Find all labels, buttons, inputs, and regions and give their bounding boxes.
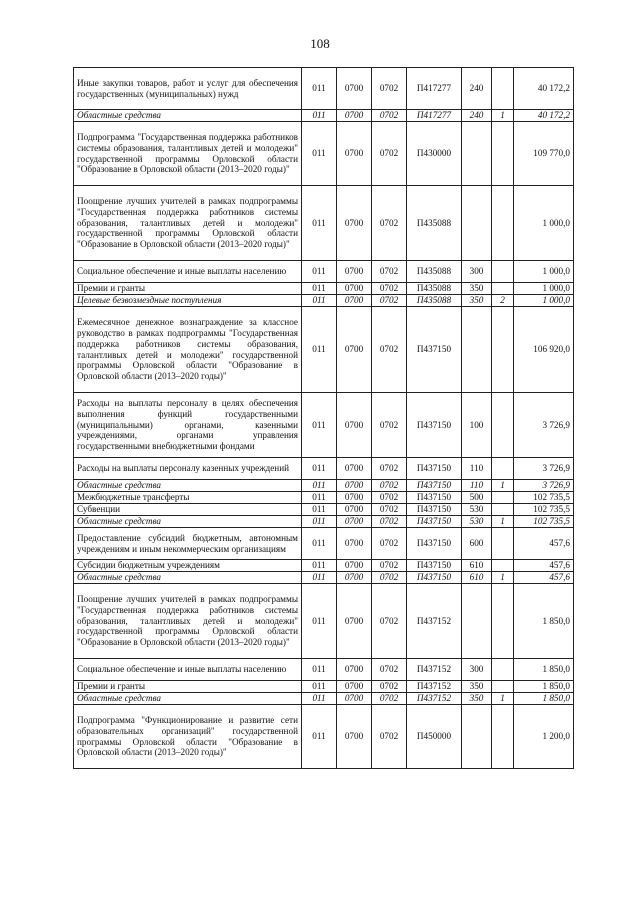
row-amount: 1 850,0: [514, 693, 574, 705]
row-section-code: 0700: [337, 110, 372, 122]
row-section-code: 0700: [337, 693, 372, 705]
table-row: [74, 186, 574, 261]
row-section-code: 0700: [337, 393, 372, 458]
row-funding-source: [492, 659, 514, 681]
row-section-code: 0700: [337, 492, 372, 504]
table-row: [74, 681, 574, 693]
row-name: Межбюджетные трансферты: [74, 492, 302, 504]
row-name: Ежемесячное денежное вознаграждение за классное руководство в рамках подпрограммы "Государственная поддержка работников системы образования, талантливых детей и молодежи" государственной программы Орловской области "Образование в Орловской области (2013–2020 годы)": [74, 307, 302, 393]
row-expense-type: 110: [462, 458, 492, 480]
row-funding-source: [492, 492, 514, 504]
row-amount: 102 735,5: [514, 504, 574, 516]
row-subsection-code: 0702: [372, 560, 407, 572]
row-target-article: П437150: [407, 560, 462, 572]
row-amount: 1 000,0: [514, 283, 574, 295]
row-grbs-code: 011: [302, 572, 337, 584]
row-target-article: П417277: [407, 110, 462, 122]
row-amount: 1 000,0: [514, 186, 574, 261]
table-row: [74, 480, 574, 492]
row-funding-source: [492, 261, 514, 283]
row-funding-source: [492, 186, 514, 261]
row-target-article: П435088: [407, 186, 462, 261]
row-amount: 1 000,0: [514, 261, 574, 283]
row-funding-source: 1: [492, 572, 514, 584]
row-amount: 106 920,0: [514, 307, 574, 393]
row-grbs-code: 011: [302, 693, 337, 705]
row-target-article: П437152: [407, 584, 462, 659]
row-section-code: 0700: [337, 480, 372, 492]
table-row: [74, 659, 574, 681]
row-funding-source: 2: [492, 295, 514, 307]
row-subsection-code: 0702: [372, 492, 407, 504]
row-expense-type: 530: [462, 504, 492, 516]
table-row: [74, 283, 574, 295]
row-expense-type: 300: [462, 659, 492, 681]
row-amount: 457,6: [514, 528, 574, 560]
row-grbs-code: 011: [302, 584, 337, 659]
row-section-code: 0700: [337, 261, 372, 283]
row-grbs-code: 011: [302, 458, 337, 480]
row-section-code: 0700: [337, 186, 372, 261]
row-subsection-code: 0702: [372, 705, 407, 769]
row-funding-source: [492, 504, 514, 516]
row-amount: 3 726,9: [514, 393, 574, 458]
row-expense-type: [462, 584, 492, 659]
row-section-code: 0700: [337, 528, 372, 560]
row-section-code: 0700: [337, 681, 372, 693]
row-expense-type: 240: [462, 110, 492, 122]
row-name: Поощрение лучших учителей в рамках подпрограммы "Государственная поддержка работников системы образования, талантливых детей и молодежи" государственной программы Орловской области "Образование в Орловской области (2013–2020 годы)": [74, 584, 302, 659]
row-amount: 1 850,0: [514, 584, 574, 659]
row-amount: 102 735,5: [514, 516, 574, 528]
row-subsection-code: 0702: [372, 122, 407, 186]
budget-table: [73, 67, 574, 769]
row-subsection-code: 0702: [372, 516, 407, 528]
row-funding-source: [492, 393, 514, 458]
row-funding-source: [492, 681, 514, 693]
row-expense-type: [462, 122, 492, 186]
row-name: Субсидии бюджетным учреждениям: [74, 560, 302, 572]
row-subsection-code: 0702: [372, 186, 407, 261]
row-name: Областные средства: [74, 693, 302, 705]
row-target-article: П437152: [407, 681, 462, 693]
row-name: Поощрение лучших учителей в рамках подпрограммы "Государственная поддержка работников системы образования, талантливых детей и молодежи" государственной программы Орловской области "Образование в Орловской области (2013–2020 годы)": [74, 186, 302, 261]
table-row: [74, 584, 574, 659]
row-target-article: П437150: [407, 528, 462, 560]
row-expense-type: 240: [462, 68, 492, 110]
row-target-article: П437150: [407, 393, 462, 458]
row-amount: 40 172,2: [514, 110, 574, 122]
row-expense-type: 530: [462, 516, 492, 528]
row-expense-type: [462, 705, 492, 769]
row-expense-type: 100: [462, 393, 492, 458]
row-grbs-code: 011: [302, 516, 337, 528]
row-grbs-code: 011: [302, 307, 337, 393]
row-expense-type: 350: [462, 295, 492, 307]
row-subsection-code: 0702: [372, 504, 407, 516]
row-grbs-code: 011: [302, 560, 337, 572]
row-subsection-code: 0702: [372, 261, 407, 283]
row-target-article: П437150: [407, 458, 462, 480]
table-row: [74, 295, 574, 307]
table-row: [74, 572, 574, 584]
row-funding-source: 1: [492, 480, 514, 492]
row-funding-source: [492, 584, 514, 659]
row-grbs-code: 011: [302, 186, 337, 261]
row-target-article: П437150: [407, 516, 462, 528]
row-name: Премии и гранты: [74, 283, 302, 295]
table-row: [74, 110, 574, 122]
row-name: Социальное обеспечение и иные выплаты населению: [74, 659, 302, 681]
row-grbs-code: 011: [302, 393, 337, 458]
table-row: [74, 705, 574, 769]
row-target-article: П437150: [407, 572, 462, 584]
row-section-code: 0700: [337, 504, 372, 516]
row-grbs-code: 011: [302, 283, 337, 295]
row-amount: 1 000,0: [514, 295, 574, 307]
row-funding-source: [492, 122, 514, 186]
row-target-article: П435088: [407, 295, 462, 307]
row-grbs-code: 011: [302, 122, 337, 186]
row-subsection-code: 0702: [372, 584, 407, 659]
row-grbs-code: 011: [302, 492, 337, 504]
row-name: Областные средства: [74, 572, 302, 584]
row-section-code: 0700: [337, 705, 372, 769]
table-row: [74, 492, 574, 504]
table-row: [74, 122, 574, 186]
row-name: Расходы на выплаты персоналу казенных учреждений: [74, 458, 302, 480]
row-subsection-code: 0702: [372, 393, 407, 458]
row-subsection-code: 0702: [372, 283, 407, 295]
row-section-code: 0700: [337, 560, 372, 572]
row-subsection-code: 0702: [372, 68, 407, 110]
row-expense-type: 110: [462, 480, 492, 492]
budget-table-body: [74, 68, 574, 769]
row-funding-source: 1: [492, 516, 514, 528]
row-amount: 102 735,5: [514, 492, 574, 504]
row-subsection-code: 0702: [372, 693, 407, 705]
row-subsection-code: 0702: [372, 659, 407, 681]
row-amount: 3 726,9: [514, 480, 574, 492]
row-name: Областные средства: [74, 110, 302, 122]
row-subsection-code: 0702: [372, 307, 407, 393]
row-expense-type: 610: [462, 572, 492, 584]
row-grbs-code: 011: [302, 528, 337, 560]
row-funding-source: [492, 283, 514, 295]
row-target-article: П437152: [407, 693, 462, 705]
row-name: Подпрограмма "Функционирование и развитие сети образовательных организаций" государственной программы Орловской области "Образование в Орловской области (2013–2020 годы)": [74, 705, 302, 769]
row-name: Областные средства: [74, 516, 302, 528]
row-name: Субвенции: [74, 504, 302, 516]
row-amount: 109 770,0: [514, 122, 574, 186]
row-funding-source: 1: [492, 110, 514, 122]
row-section-code: 0700: [337, 572, 372, 584]
page-number: 108: [310, 36, 330, 51]
row-section-code: 0700: [337, 516, 372, 528]
row-section-code: 0700: [337, 307, 372, 393]
row-grbs-code: 011: [302, 659, 337, 681]
row-name: Областные средства: [74, 480, 302, 492]
row-grbs-code: 011: [302, 504, 337, 516]
row-target-article: П435088: [407, 261, 462, 283]
row-name: Иные закупки товаров, работ и услуг для обеспечения государственных (муниципальных) нужд: [74, 68, 302, 110]
row-funding-source: [492, 528, 514, 560]
row-subsection-code: 0702: [372, 458, 407, 480]
row-subsection-code: 0702: [372, 295, 407, 307]
row-grbs-code: 011: [302, 705, 337, 769]
row-target-article: П437150: [407, 480, 462, 492]
table-row: [74, 560, 574, 572]
row-target-article: П435088: [407, 283, 462, 295]
row-funding-source: 1: [492, 693, 514, 705]
row-section-code: 0700: [337, 122, 372, 186]
row-name: Предоставление субсидий бюджетным, автономным учреждениям и иным некоммерческим организациям: [74, 528, 302, 560]
row-expense-type: [462, 186, 492, 261]
row-target-article: П437150: [407, 307, 462, 393]
table-row: [74, 458, 574, 480]
row-expense-type: 300: [462, 261, 492, 283]
row-name: Социальное обеспечение и иные выплаты населению: [74, 261, 302, 283]
row-target-article: П430000: [407, 122, 462, 186]
row-section-code: 0700: [337, 458, 372, 480]
row-amount: 457,6: [514, 572, 574, 584]
row-subsection-code: 0702: [372, 528, 407, 560]
row-target-article: П437150: [407, 504, 462, 516]
row-expense-type: 610: [462, 560, 492, 572]
table-row: [74, 528, 574, 560]
row-subsection-code: 0702: [372, 681, 407, 693]
table-row: [74, 68, 574, 110]
table-row: [74, 504, 574, 516]
row-section-code: 0700: [337, 584, 372, 659]
row-funding-source: [492, 68, 514, 110]
table-row: [74, 261, 574, 283]
row-amount: 1 850,0: [514, 659, 574, 681]
row-expense-type: 350: [462, 283, 492, 295]
row-target-article: П450000: [407, 705, 462, 769]
row-grbs-code: 011: [302, 68, 337, 110]
row-section-code: 0700: [337, 68, 372, 110]
row-expense-type: 600: [462, 528, 492, 560]
row-funding-source: [492, 705, 514, 769]
row-section-code: 0700: [337, 283, 372, 295]
row-amount: 1 850,0: [514, 681, 574, 693]
row-funding-source: [492, 458, 514, 480]
table-row: [74, 393, 574, 458]
row-grbs-code: 011: [302, 261, 337, 283]
row-grbs-code: 011: [302, 295, 337, 307]
row-amount: 1 200,0: [514, 705, 574, 769]
row-expense-type: 350: [462, 693, 492, 705]
row-expense-type: [462, 307, 492, 393]
row-section-code: 0700: [337, 659, 372, 681]
row-funding-source: [492, 560, 514, 572]
row-target-article: П437150: [407, 492, 462, 504]
row-amount: 457,6: [514, 560, 574, 572]
row-subsection-code: 0702: [372, 110, 407, 122]
row-subsection-code: 0702: [372, 480, 407, 492]
row-name: Целевые безвозмездные поступления: [74, 295, 302, 307]
table-row: [74, 516, 574, 528]
row-subsection-code: 0702: [372, 572, 407, 584]
row-grbs-code: 011: [302, 681, 337, 693]
row-expense-type: 500: [462, 492, 492, 504]
row-expense-type: 350: [462, 681, 492, 693]
row-target-article: П417277: [407, 68, 462, 110]
row-name: Премии и гранты: [74, 681, 302, 693]
row-section-code: 0700: [337, 295, 372, 307]
row-target-article: П437152: [407, 659, 462, 681]
row-grbs-code: 011: [302, 110, 337, 122]
table-row: [74, 307, 574, 393]
row-grbs-code: 011: [302, 480, 337, 492]
table-row: [74, 693, 574, 705]
row-amount: 3 726,9: [514, 458, 574, 480]
row-funding-source: [492, 307, 514, 393]
row-amount: 40 172,2: [514, 68, 574, 110]
row-name: Подпрограмма "Государственная поддержка работников системы образования, талантливых детей и молодежи" государственной программы Орловской области "Образование в Орловской области (2013–2020 годы)": [74, 122, 302, 186]
row-name: Расходы на выплаты персоналу в целях обеспечения выполнения функций государственными (муниципальными) органами, казенными учреждениями, органами управления государственными внебюджетными фондами: [74, 393, 302, 458]
